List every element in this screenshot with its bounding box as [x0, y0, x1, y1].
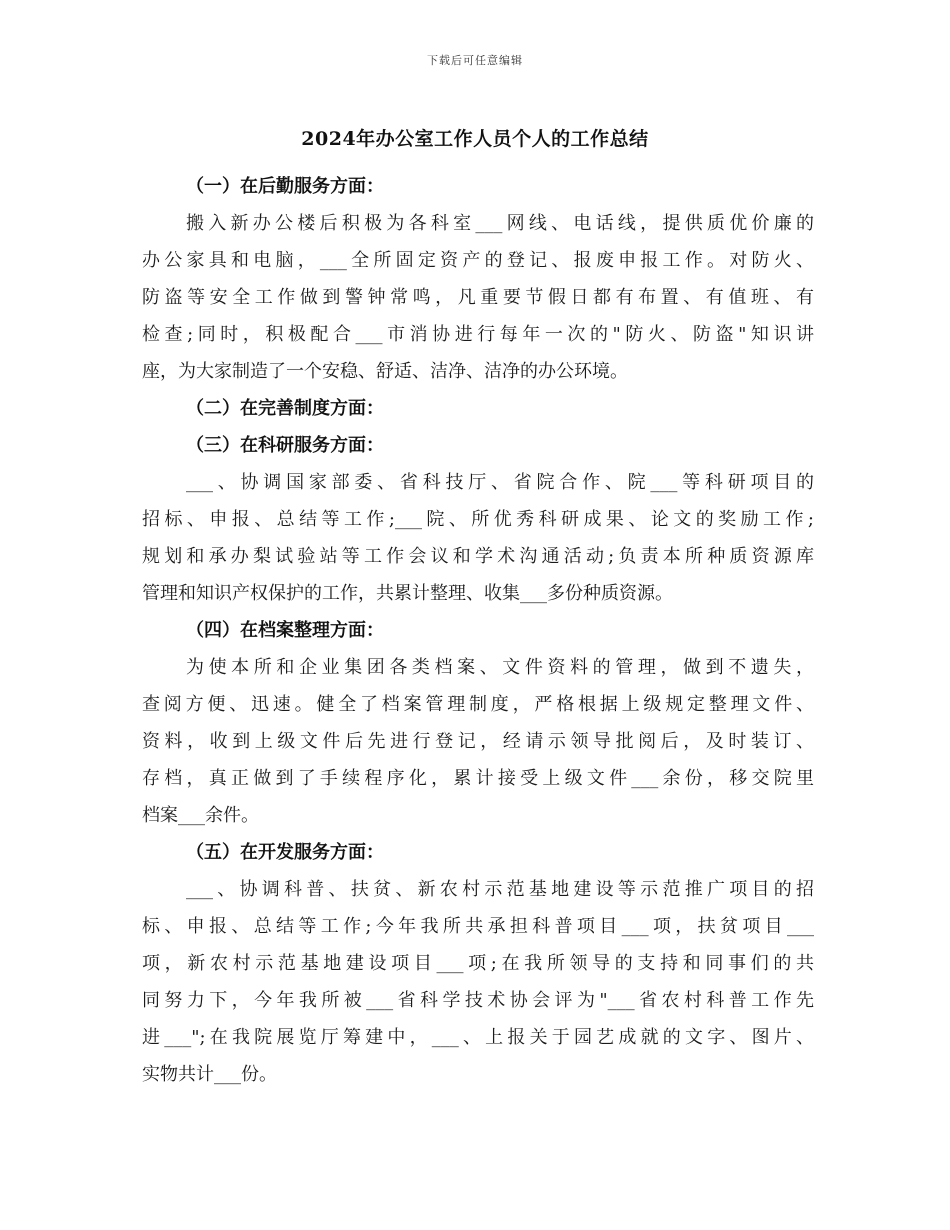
- page-header: 下载后可任意编辑: [427, 54, 523, 67]
- paragraph-line: 规划和承办梨试验站等工作会议和学术沟通活动;负责本所种质资源库: [142, 546, 814, 567]
- paragraph-line: 存档，真正做到了手续程序化，累计接受上级文件___余份，移交院里: [142, 768, 814, 789]
- paragraph-line: 资料，收到上级文件后先进行登记，经请示领导批阅后，及时装订、: [142, 731, 814, 752]
- paragraph-line: 搬入新办公楼后积极为各科室___网线、电话线，提供质优价廉的: [186, 213, 814, 234]
- paragraph-line: 进___";在我院展览厅筹建中，___、上报关于园艺成就的文字、图片、: [142, 1027, 814, 1048]
- section-heading: （五）在开发服务方面：: [186, 842, 384, 863]
- paragraph-line: 招标、申报、总结等工作;___院、所优秀科研成果、论文的奖励工作;: [142, 509, 814, 530]
- section-heading: （一）在后勤服务方面：: [186, 176, 384, 197]
- paragraph-line: 标、申报、总结等工作;今年我所共承担科普项目___项，扶贫项目___: [142, 916, 814, 937]
- paragraph-line: 座，为大家制造了一个安稳、舒适、洁净、洁净的办公环境。: [142, 361, 628, 382]
- paragraph-line: 为使本所和企业集团各类档案、文件资料的管理，做到不遗失，: [186, 657, 814, 678]
- paragraph-line: 检查;同时，积极配合___市消协进行每年一次的"防火、防盗"知识讲: [142, 324, 814, 345]
- paragraph-line: 查阅方便、迅速。健全了档案管理制度，严格根据上级规定整理文件、: [142, 694, 814, 715]
- paragraph-line: 项，新农村示范基地建设项目___项;在我所领导的支持和同事们的共: [142, 953, 814, 974]
- paragraph-line: 防盗等安全工作做到警钟常鸣，凡重要节假日都有布置、有值班、有: [142, 287, 814, 308]
- section-heading: （二）在完善制度方面：: [186, 398, 384, 419]
- paragraph-line: 档案___余件。: [142, 805, 259, 826]
- paragraph-line: 管理和知识产权保护的工作，共累计整理、收集___多份种质资源。: [142, 583, 673, 604]
- section-heading: （四）在档案整理方面：: [186, 620, 384, 641]
- document-title: 2024年办公室工作人员个人的工作总结: [301, 128, 649, 150]
- paragraph-line: 实物共计___份。: [142, 1064, 277, 1085]
- section-paragraph: [142, 649, 814, 834]
- section-heading: （三）在科研服务方面：: [186, 435, 384, 456]
- paragraph-line: ___、协调科普、扶贫、新农村示范基地建设等示范推广项目的招: [186, 879, 814, 900]
- paragraph-line: 办公家具和电脑，___全所固定资产的登记、报废申报工作。对防火、: [142, 250, 814, 271]
- section-paragraph: [142, 464, 814, 612]
- section-paragraph: [142, 205, 814, 390]
- paragraph-line: ___、协调国家部委、省科技厅、省院合作、院___等科研项目的: [186, 472, 814, 493]
- section-paragraph: [142, 871, 814, 1093]
- document-body: [142, 168, 814, 1093]
- paragraph-line: 同努力下，今年我所被___省科学技术协会评为"___省农村科普工作先: [142, 990, 814, 1011]
